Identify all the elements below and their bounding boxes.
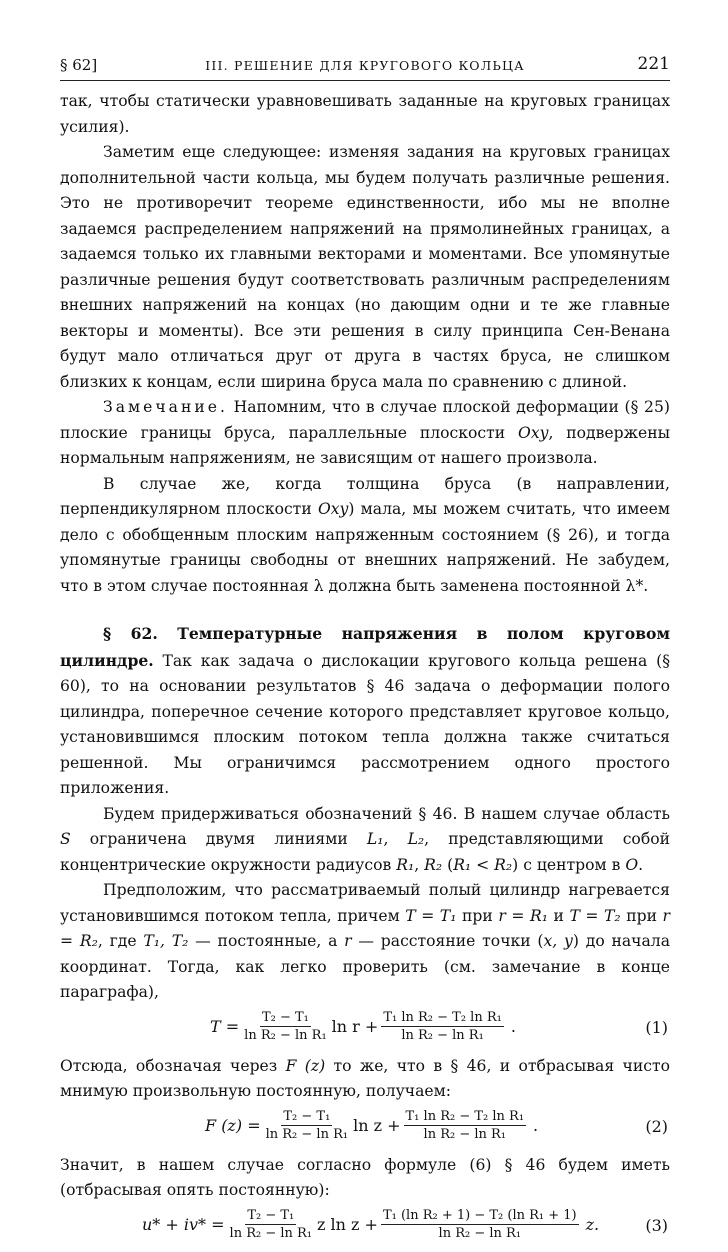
paragraph-remark: Замечание. Напомним, что в случае плоской деформации (§ 25) плоские границы бруса, параллельные плоскости Oxy, подвержены нормальным напряжениям, не зависящим от нашего произвола. [60, 398, 671, 467]
running-header [60, 52, 670, 78]
header-section: § 62] [60, 56, 98, 74]
fraction: $\frac{\text{T₁ ln R₂ − T₂ ln R₁}}{\text{ln R₂ − ln R₁}}$ [383, 1009, 502, 1043]
paragraph-4: В случае же, когда толщина бруса (в направлении, перпендикулярном плоскости Oxy) мала, мы можем считать, что имеем дело с обобщенным плоским напряженным состоянием (§ 26), и тогда упомянутые границы свободны от внешних напряжений. Не забудем, что в этом случае постоянная λ должна быть заменена постоянной λ*. [60, 474, 670, 595]
fraction: $\frac{\text{T₂ − T₁}}{\text{ln R₂ − ln R₁}}$ [229, 1207, 313, 1241]
header-title: III. РЕШЕНИЕ ДЛЯ КРУГОВОГО КОЛЬЦА [205, 58, 525, 73]
header-rule [60, 80, 670, 81]
equation-number: (1) [645, 1017, 668, 1037]
equation-number: (2) [645, 1116, 668, 1136]
paragraph-7: Предположим, что рассматриваемый полый цилиндр нагревается установившимся потоком тепла, причем T = T₁ при r = R₁ и T = T₂ при r = R₂, где T₁, T₂ — постоянные, а r — расстояние точки (x, y) до начала координат. Тогда, как легко проверить (см. замечание в конце параграфа), [60, 881, 671, 1001]
remark-label: Замечание. [103, 398, 228, 416]
paragraph-9: Значит, в нашем случае согласно формуле (6) § 46 будем иметь (отбрасывая опять постоянную): [60, 1155, 670, 1199]
paragraph-6: Будем придерживаться обозначений § 46. В нашем случае область S ограничена двумя линиями L₁, L₂, представляющими собой концентрические окружности радиусов R₁, R₂ (R₁ < R₂) с центром в O. [60, 804, 670, 874]
fraction: $\frac{\text{T₁ (ln R₂ + 1) − T₂ (ln R₁ + 1)}}{\text{ln R₂ − ln R₁}}$ [382, 1207, 577, 1241]
paragraph-1: так, чтобы статически уравновешивать заданные на круговых границах усилия). [60, 92, 670, 136]
fraction: $\frac{\text{T₂ − T₁}}{\text{ln R₂ − ln R₁}}$ [265, 1108, 349, 1142]
fraction: $\frac{\text{T₁ ln R₂ − T₂ ln R₁}}{\text{ln R₂ − ln R₁}}$ [405, 1108, 525, 1142]
page [60, 52, 670, 1252]
page-number: 221 [637, 54, 670, 74]
fraction: $\frac{\text{T₂ − T₁}}{\text{ln R₂ − ln R₁}}$ [244, 1009, 327, 1043]
paragraph-2: Заметим еще следующее: изменяя задания на круговых границах дополнительной части кольца, мы будем получать различные решения. Это не противоречит теореме единственности, ибо мы не вполне задаемся распределением напряжений на прямолинейных границах, а задаемся только их главными векторами и моментами. Все упомянутые различные решения будут соответствовать различным распределениям внешних напряжений на концах (но дающим одни и те же главные векторы и моменты). Все эти решения в силу принципа Сен-Венана будут мало отличаться друг от друга в частях бруса, не слишком близких к концам, если ширина бруса мала по сравнению с длиной. [60, 143, 670, 391]
paragraph-8: Отсюда, обозначая через F (z) то же, что в § 46, и отбрасывая чисто мнимую произвольную постоянную, получаем: [60, 1056, 670, 1100]
equation-1: T = $\frac{\text{T₂ − T₁}}{\text{ln R₂ − ln R₁}}$ ln r + $\frac{\text{T₁ ln R₂ − T₂ ln R₁}}{\text{ln R₂ − ln R₁}}$ . (1) [210, 1009, 668, 1043]
equation-2: F (z) = $\frac{\text{T₂ − T₁}}{\text{ln R₂ − ln R₁}}$ ln z + $\frac{\text{T₁ ln R₂ − T₂ ln R₁}}{\text{ln R₂ − ln R₁}}$ . (2) [205, 1108, 668, 1142]
equation-3: u* + iv* = $\frac{\text{T₂ − T₁}}{\text{ln R₂ − ln R₁}}$ z ln z + $\frac{\text{T₁ (ln R₂ + 1) − T₂ (ln R₁ + 1)}}{\text{ln R₂ − ln R₁}}$ z. (3) [142, 1207, 668, 1241]
section-heading: § 62. Температурные напряжения в полом круговом цилиндре. [60, 624, 670, 670]
equation-number: (3) [645, 1215, 668, 1235]
section-62-paragraph: § 62. Температурные напряжения в полом круговом цилиндре. Так как задача о дислокации кругового кольца решена (§ 60), то на основании результатов § 46 задача о деформации полого цилиндра, поперечное сечение которого представляет круговое кольцо, установившимся плоским потоком тепла должна также считаться решенной. Мы ограничимся рассмотрением одного простого приложения. [60, 624, 670, 797]
